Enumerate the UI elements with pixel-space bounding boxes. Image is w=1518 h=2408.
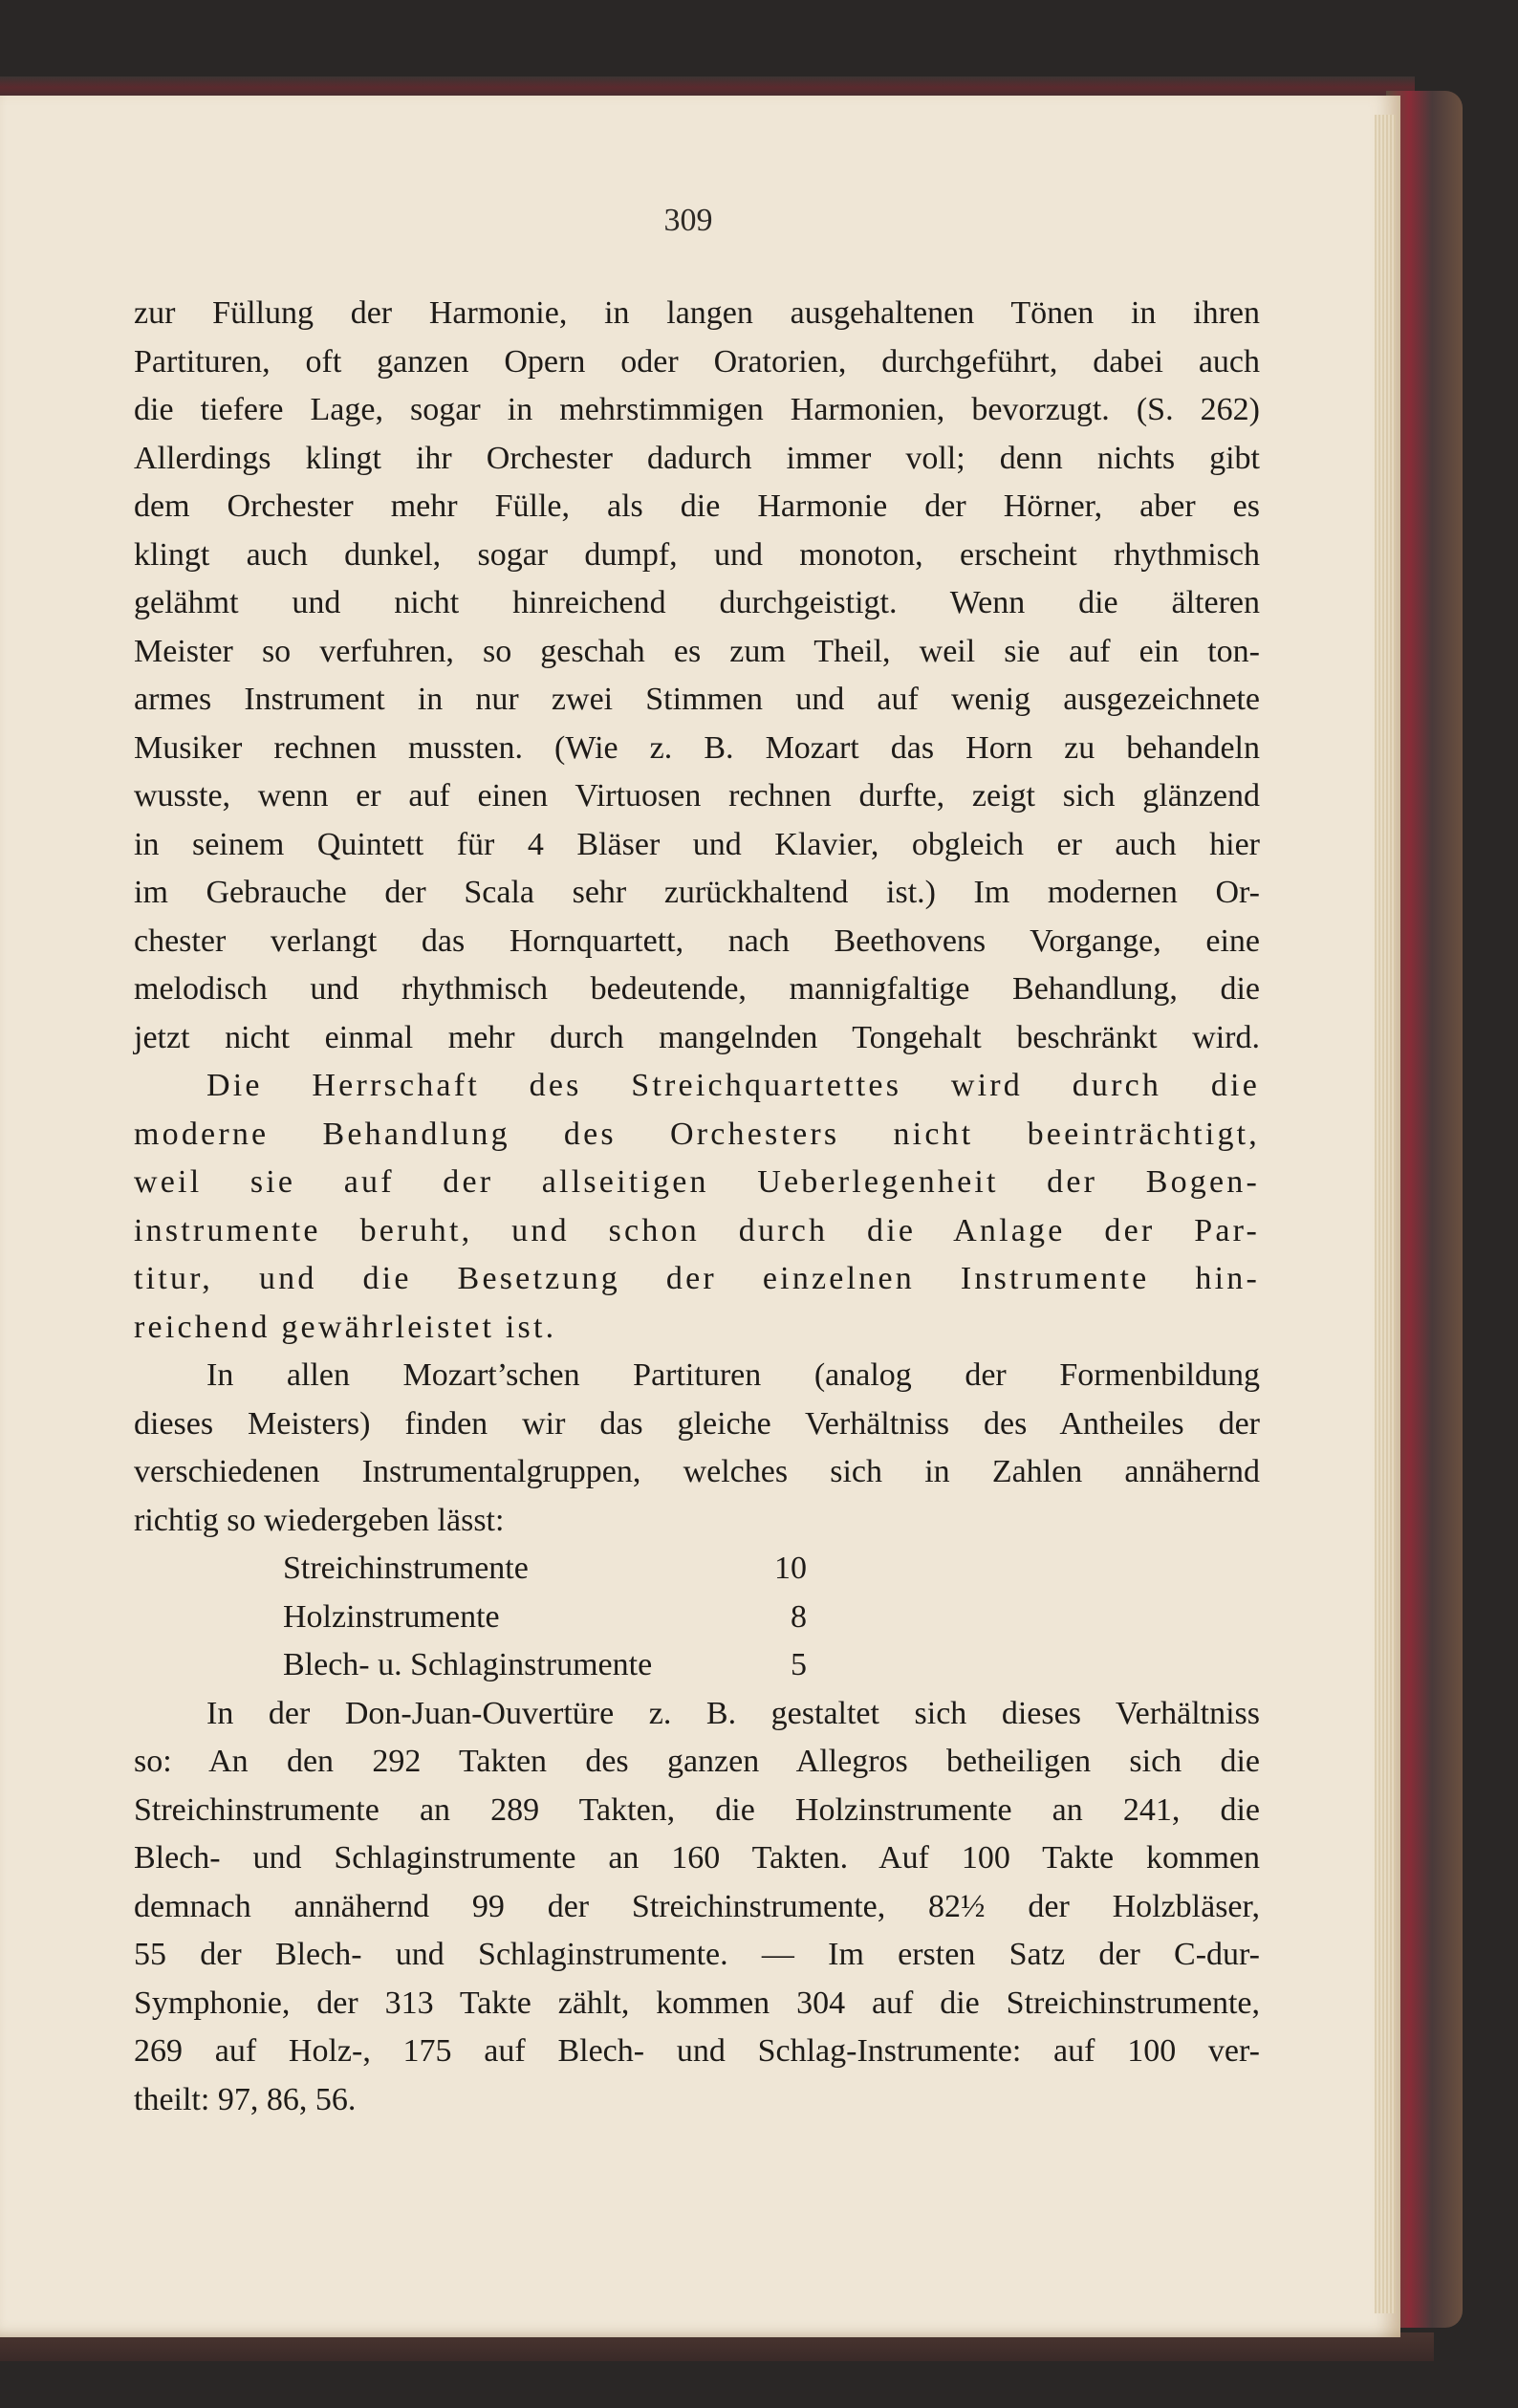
text-line: so: An den 292 Takten des ganzen Allegros betheiligen sich die: [134, 1744, 1260, 1779]
text-line: in seinem Quintett für 4 Bläser und Klavier, obgleich er auch hier: [134, 826, 1260, 862]
table-label: Blech- u. Schlaginstrumente: [283, 1647, 653, 1682]
text-line: jetzt nicht einmal mehr durch mangelnden Tongehalt beschränkt wird.: [134, 1019, 1260, 1055]
text-line: 269 auf Holz-, 175 auf Blech- und Schlag-Instrumente: auf 100 ver-: [134, 2033, 1260, 2069]
text-line: In der Don-Juan-Ouvertüre z. B. gestaltet sich dieses Verhältniss: [206, 1695, 1260, 1731]
table-label: Streichinstrumente: [283, 1551, 529, 1586]
table-row: [134, 1641, 1260, 1690]
text-line: Streichinstrumente an 289 Takten, die Holzinstrumente an 241, die: [134, 1791, 1260, 1828]
text-line: im Gebrauche der Scala sehr zurückhaltend ist.) Im modernen Or-: [134, 875, 1260, 910]
table-row: [134, 1545, 1260, 1594]
text-line: weil sie auf der allseitigen Ueberlegenheit der Bogen-: [134, 1164, 1260, 1200]
text-line: titur, und die Besetzung der einzelnen Instrumente hin-: [134, 1261, 1260, 1296]
text-line: Blech- und Schlaginstrumente an 160 Takten. Auf 100 Takte kommen: [134, 1840, 1260, 1876]
body-text: [134, 290, 1260, 2124]
text-line: gelähmt und nicht hinreichend durchgeistigt. Wenn die älteren: [134, 585, 1260, 620]
text-line: Allerdings klingt ihr Orchester dadurch immer voll; denn nichts gibt: [134, 440, 1260, 476]
text-line: Meister so verfuhren, so geschah es zum Theil, weil sie auf ein ton-: [134, 633, 1260, 669]
text-line: zur Füllung der Harmonie, in langen ausgehaltenen Tönen in ihren: [134, 295, 1260, 331]
instrument-ratio-table: [134, 1545, 1260, 1690]
table-value: 5: [791, 1647, 807, 1682]
text-line: armes Instrument in nur zwei Stimmen und auf wenig ausgezeichnete: [134, 682, 1260, 717]
table-value: 8: [791, 1598, 807, 1635]
paragraph-don-juan: [134, 1690, 1260, 2125]
paragraph-string-quartet: [134, 1062, 1260, 1352]
text-line: chester verlangt das Hornquartett, nach Beethovens Vorgange, eine: [134, 922, 1260, 959]
text-line: die tiefere Lage, sogar in mehrstimmigen Harmonien, bevorzugt. (S. 262): [134, 392, 1260, 427]
text-line: reichend gewährleistet ist.: [134, 1309, 557, 1345]
text-line: demnach annähernd 99 der Streichinstrumente, 82½ der Holzbläser,: [134, 1888, 1260, 1924]
text-line: Musiker rechnen mussten. (Wie z. B. Mozart das Horn zu behandeln: [134, 729, 1260, 766]
paragraph-horns: [134, 290, 1260, 1062]
text-line: richtig so wiedergeben lässt:: [134, 1502, 505, 1538]
text-line: klingt auch dunkel, sogar dumpf, und monoton, erscheint rhythmisch: [134, 536, 1260, 573]
text-line: theilt: 97, 86, 56.: [134, 2081, 357, 2117]
text-line: melodisch und rhythmisch bedeutende, mannigfaltige Behandlung, die: [134, 971, 1260, 1007]
text-line: wusste, wenn er auf einen Virtuosen rechnen durfte, zeigt sich glänzend: [134, 778, 1260, 814]
text-line: instrumente beruht, und schon durch die Anlage der Par-: [134, 1212, 1260, 1248]
text-line: Symphonie, der 313 Takte zählt, kommen 304 auf die Streichinstrumente,: [134, 1985, 1260, 2021]
text-line: dem Orchester mehr Fülle, als die Harmonie der Hörner, aber es: [134, 488, 1260, 524]
text-line: 55 der Blech- und Schlaginstrumente. — Im ersten Satz der C-dur-: [134, 1937, 1260, 1972]
text-line: Partituren, oft ganzen Opern oder Oratorien, durchgeführt, dabei auch: [134, 343, 1260, 380]
text-line: moderne Behandlung des Orchesters nicht beeinträchtigt,: [134, 1116, 1260, 1152]
table-label: Holzinstrumente: [283, 1598, 500, 1635]
page-number: 309: [663, 203, 713, 238]
table-row: [134, 1594, 1260, 1642]
paragraph-mozart-scores: [134, 1352, 1260, 1545]
text-line: In allen Mozart’schen Partituren (analog der Formenbildung: [206, 1357, 1260, 1393]
page-edges: [1375, 115, 1396, 2313]
text-line: Die Herrschaft des Streichquartettes wird durch die: [206, 1068, 1260, 1103]
table-value: 10: [774, 1551, 807, 1586]
text-line: dieses Meisters) finden wir das gleiche Verhältniss des Antheiles der: [134, 1405, 1260, 1442]
text-line: verschiedenen Instrumentalgruppen, welches sich in Zahlen annähernd: [134, 1454, 1260, 1489]
